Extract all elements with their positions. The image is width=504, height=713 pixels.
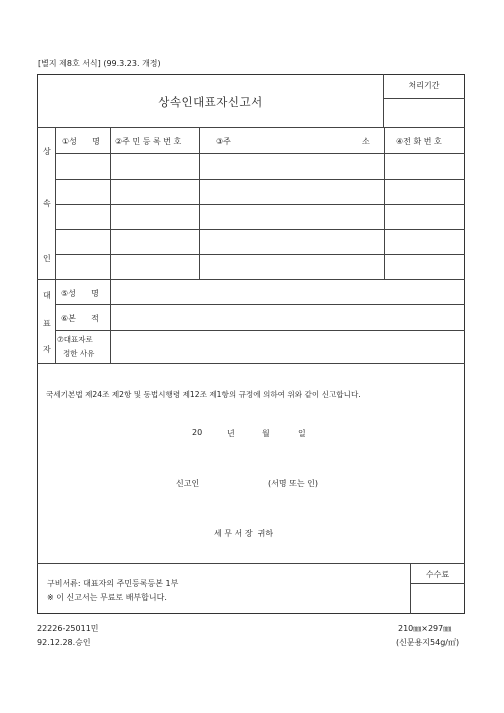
col-phone: ④전 화 번 호 <box>396 137 442 146</box>
col-address-end: 소 <box>362 137 370 146</box>
reporter-sign-note: (서명 또는 인) <box>268 479 318 488</box>
heirs-section-char: 상 <box>43 147 51 156</box>
rep-domicile-label: ⑥본 적 <box>61 314 99 323</box>
form-title: 상속인대표자신고서 <box>158 95 263 109</box>
processing-period-label: 처리기간 <box>408 81 440 90</box>
form-number: [별지 제8호 서식] (99.3.23. 개정) <box>38 59 161 68</box>
col-resident-number: ②주 민 등 록 번 호 <box>115 137 182 146</box>
reporter-label: 신고인 <box>176 479 200 488</box>
heirs-section-char: 속 <box>43 199 51 208</box>
rep-section-char: 대 <box>43 291 51 300</box>
rep-reason-label-1: ⑦대표자로 <box>57 335 93 344</box>
rep-section-char: 표 <box>43 319 51 328</box>
col-name: ①성 명 <box>62 137 100 146</box>
rep-reason-label-2: 정한 사유 <box>63 349 95 358</box>
paper-size: 210㎜×297㎜ <box>398 624 452 633</box>
form-code: 22226-25011민 <box>37 624 99 633</box>
fee-label: 수수료 <box>425 570 450 579</box>
date-year: 년 <box>227 429 235 438</box>
rep-name-label: ⑤성 명 <box>61 289 99 298</box>
col-address-start: ③주 <box>216 137 231 146</box>
date-year-prefix: 20 <box>192 428 203 437</box>
addressee: 세 무 서 장 귀하 <box>214 529 274 538</box>
approval-date: 92.12.28.승인 <box>37 638 91 647</box>
date-month: 월 <box>262 429 270 438</box>
statement-text: 국세기본법 제24조 제2항 및 동법시행령 제12조 제1항의 규정에 의하여 위와 같이 신고합니다. <box>46 390 361 399</box>
required-documents: 구비서류: 대표자의 주민등록등본 1부 <box>47 579 179 588</box>
rep-section-char: 자 <box>43 345 51 354</box>
free-distribution-note: ※ 이 신고서는 무료로 배부합니다. <box>47 593 167 602</box>
paper-type: (신문용지54g/㎡) <box>396 638 460 647</box>
date-day: 일 <box>298 429 306 438</box>
heirs-section-char: 인 <box>43 254 51 263</box>
